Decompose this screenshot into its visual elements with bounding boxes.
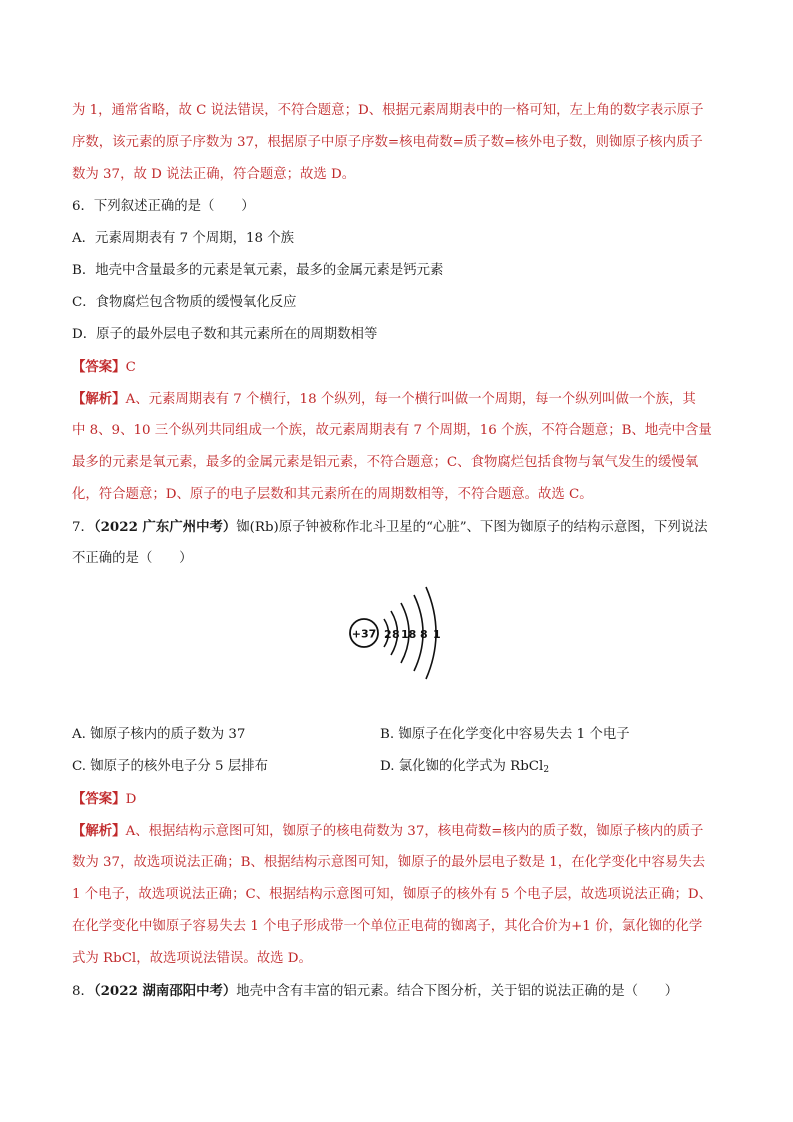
shell-4-electrons: 8 (420, 628, 428, 641)
q6-option-b: B．地壳中含量最多的元素是氧元素，最多的金属元素是钙元素 (72, 263, 444, 278)
q6-answer (72, 359, 136, 376)
text-line: 序数，该元素的原子序数为 37，根据原子中原子序数=核电荷数=质子数=核外电子数，则铷原子核内质子 (72, 135, 703, 150)
explanation-text: A、根据结构示意图可知，铷原子的核电荷数为 37，核电荷数=核内的质子数，铷原子核内的质子 (125, 824, 704, 839)
text-line: 为 1，通常省略，故 C 说法错误，不符合题意；D、根据元素周期表中的一格可知，左上角的数字表示原子 (72, 103, 704, 118)
shell-2-electrons: 8 (392, 628, 400, 641)
question-text: 铷(Rb)原子钟被称作北斗卫星的“心脏”、下图为铷原子的结构示意图，下列说法 (236, 520, 708, 535)
text-line: 式为 RbCl，故选项说法错误。故选 D。 (72, 951, 312, 966)
question-number: 7． (72, 520, 94, 535)
q6-option-d: D．原子的最外层电子数和其元素所在的周期数相等 (72, 327, 378, 342)
text-line: 1 个电子，故选项说法正确；C、根据结构示意图可知，铷原子的核外有 5 个电子层，故选项说法正确；D、 (72, 887, 712, 902)
q6-option-c: C．食物腐烂包含物质的缓慢氧化反应 (72, 295, 297, 310)
text-line: 中 8、9、10 三个纵列共同组成一个族，故元素周期表有 7 个周期，16 个族，不符合题意；B、地壳中含量 (72, 423, 712, 438)
explanation-tag: 【解析】 (72, 391, 126, 407)
rubidium-atom-structure-diagram (340, 583, 460, 683)
text-line: 数为 37，故选项说法正确；B、根据结构示意图可知，铷原子的最外层电子数是 1，在化学变化中容易失去 (72, 855, 706, 870)
q7-explanation (72, 823, 703, 840)
shell-1-electrons: 2 (384, 628, 392, 641)
q6-option-a: A．元素周期表有 7 个周期，18 个族 (72, 231, 295, 246)
answer-value: D (125, 792, 137, 807)
subscript: 2 (543, 765, 550, 775)
explanation-text: A、元素周期表有 7 个横行，18 个纵列，每一个横行叫做一个周期，每一个纵列叫做一个族，其 (125, 392, 696, 407)
answer-value: C (125, 360, 136, 375)
text-line: 在化学变化中铷原子容易失去 1 个电子形成带一个单位正电荷的铷离子，其化合价为+1 价，氯化铷的化学 (72, 919, 703, 934)
explanation-tag: 【解析】 (72, 823, 126, 839)
q7-option-a: A. 铷原子核内的质子数为 37 (72, 727, 246, 742)
q7-option-b: B. 铷原子在化学变化中容易失去 1 个电子 (380, 727, 630, 742)
answer-tag: 【答案】 (72, 791, 126, 807)
question-source: （2022 湖南邵阳中考） (93, 983, 237, 999)
option-text: D. 氯化铷的化学式为 RbCl (380, 759, 544, 774)
shell-5-electrons: 1 (433, 628, 441, 641)
shell-3-electrons: 18 (401, 628, 417, 641)
text-line: 数为 37，故 D 说法正确，符合题意；故选 D。 (72, 167, 356, 182)
question-number: 8． (72, 984, 94, 999)
question-8-stem (72, 983, 678, 1000)
q7-option-c: C. 铷原子的核外电子分 5 层排布 (72, 759, 269, 774)
text-line: 化，符合题意；D、原子的电子层数和其元素所在的周期数相等，不符合题意。故选 C。 (72, 487, 593, 502)
question-7-stem (72, 519, 708, 536)
q7-answer (72, 791, 136, 808)
text-line: 最多的元素是氧元素，最多的金属元素是铝元素，不符合题意；C、食物腐烂包括食物与氧气发生的缓慢氧 (72, 455, 699, 470)
q7-option-d (380, 759, 549, 775)
text-line: 不正确的是（ ） (72, 551, 193, 566)
answer-tag: 【答案】 (72, 359, 126, 375)
question-6-stem: 6．下列叙述正确的是（ ） (72, 199, 255, 214)
q6-explanation (72, 391, 696, 408)
nucleus-charge: +37 (351, 627, 377, 641)
question-source: （2022 广东广州中考） (93, 519, 237, 535)
question-text: 地壳中含有丰富的铝元素。结合下图分析，关于铝的说法正确的是（ ） (236, 984, 679, 999)
